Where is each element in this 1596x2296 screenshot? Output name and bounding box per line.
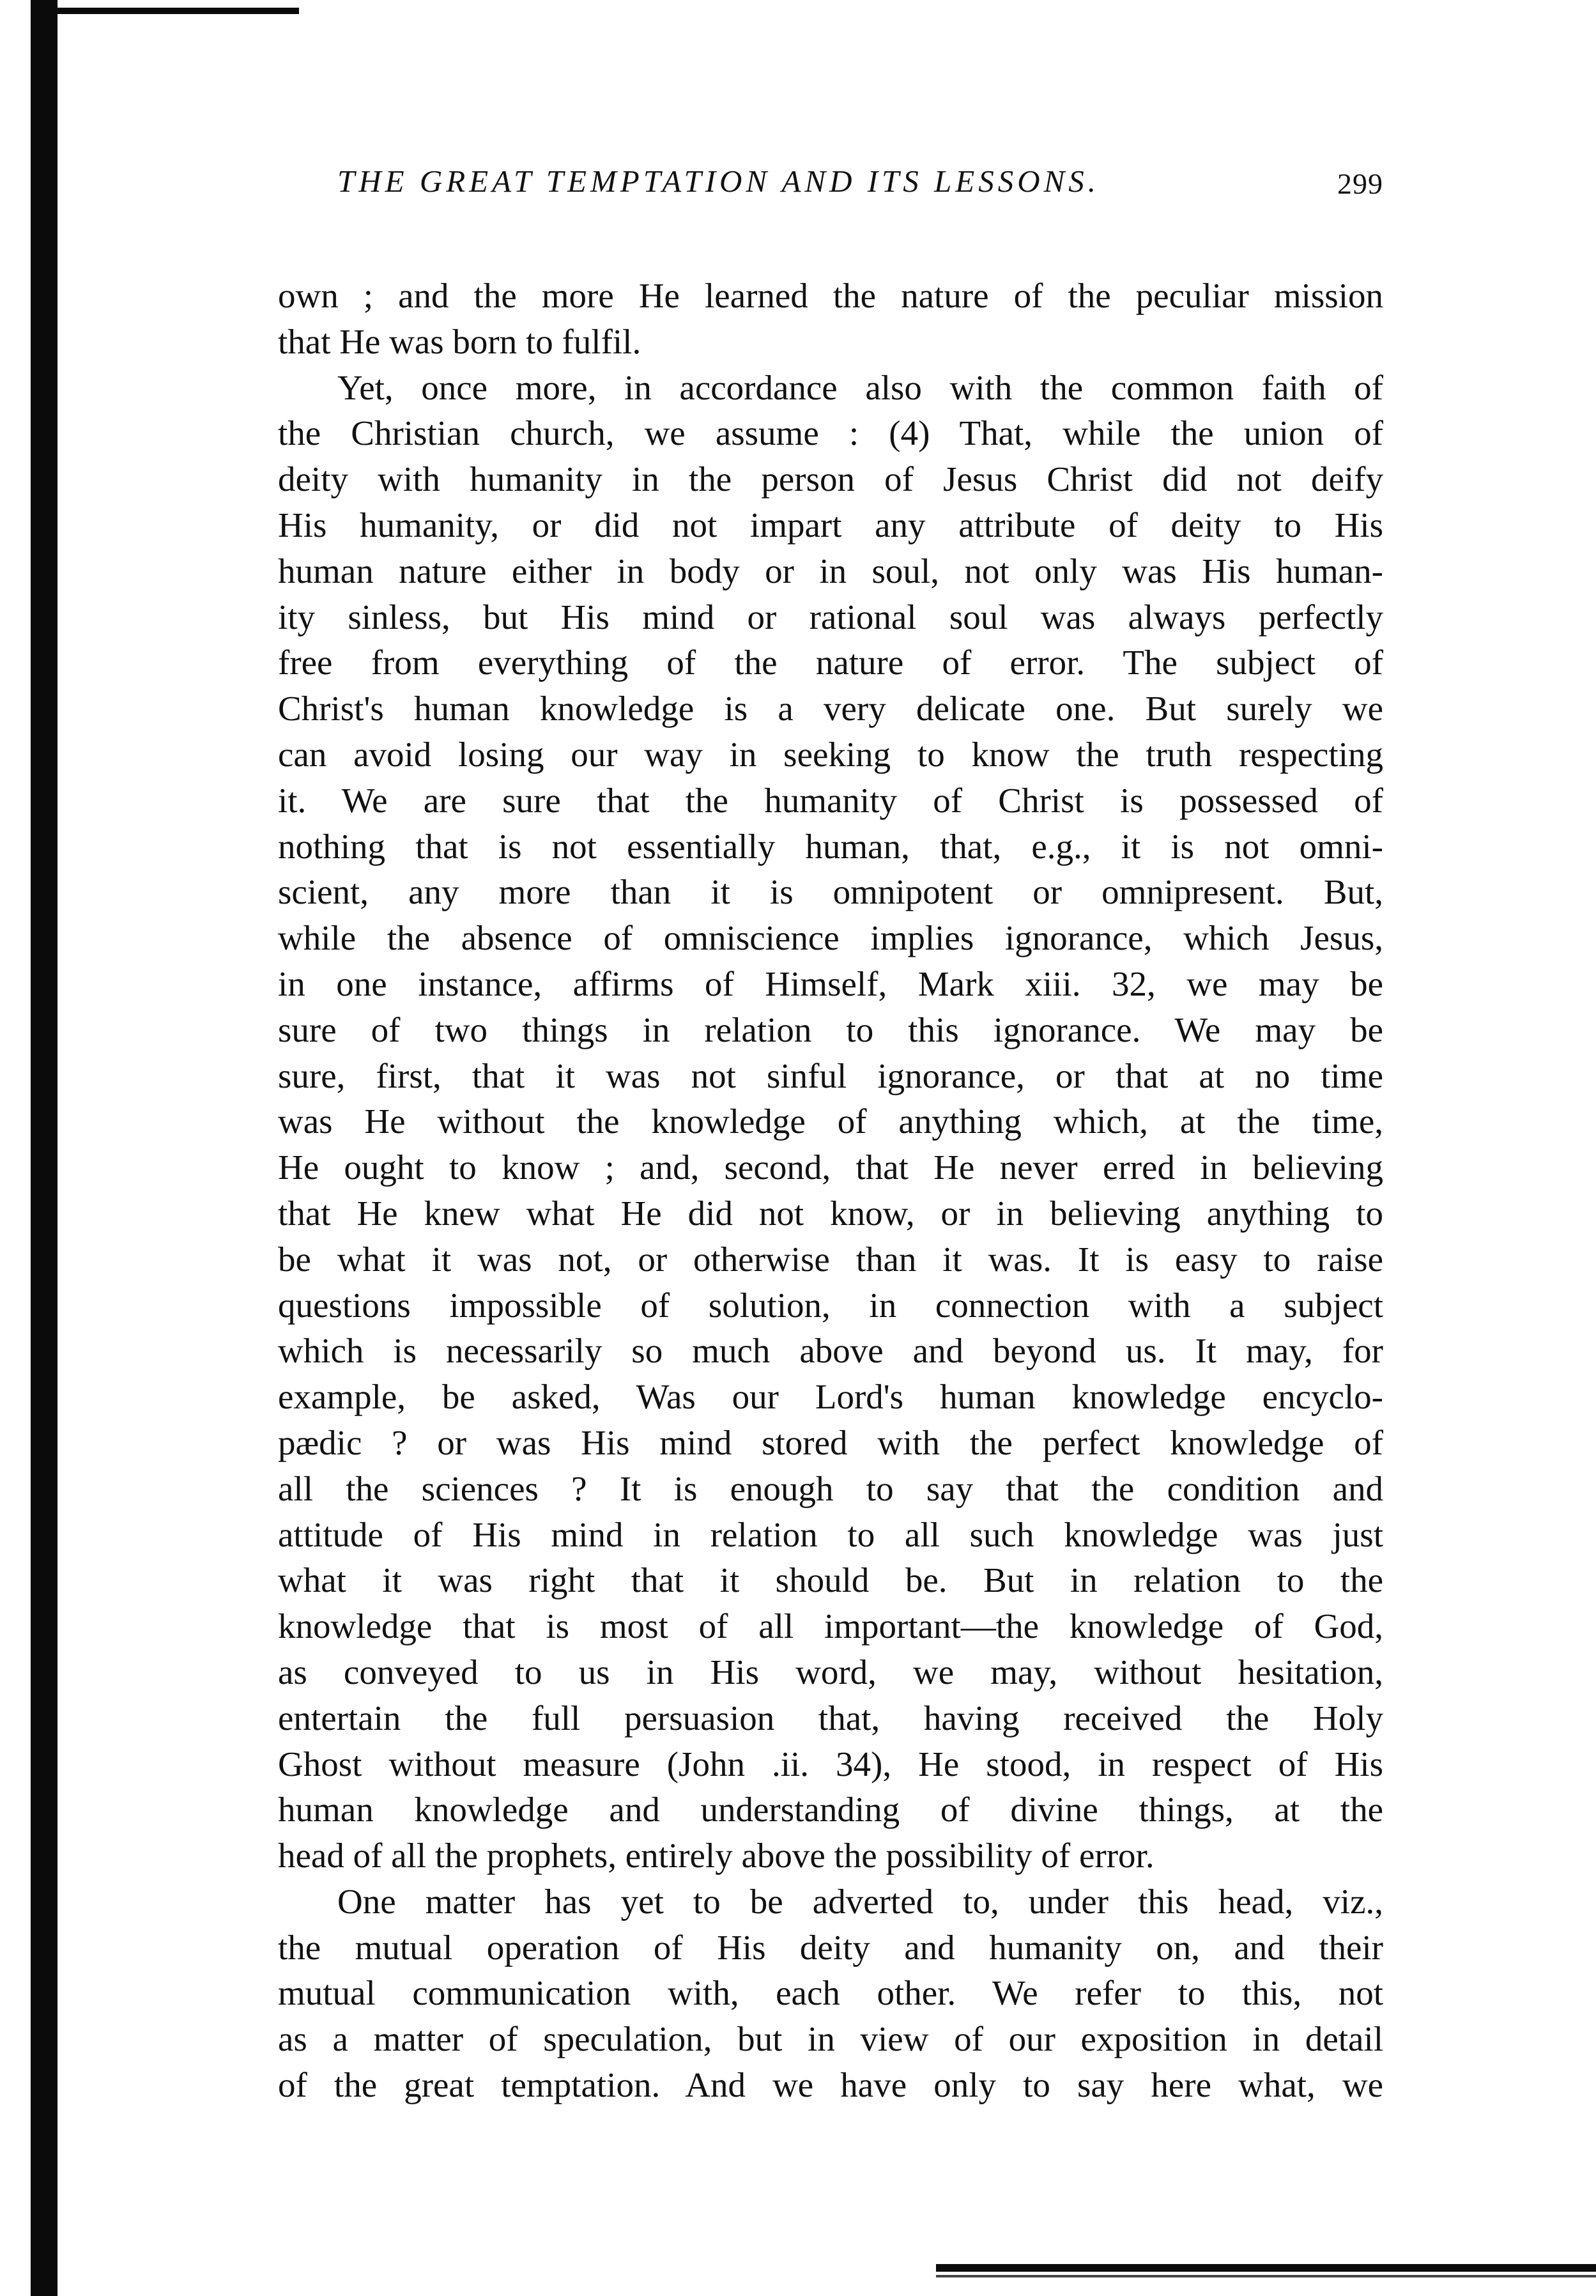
text-line: all the sciences ? It is enough to say that the condition and [278,1468,1383,1508]
text-line: deity with humanity in the person of Jesus Christ did not deify [278,459,1383,499]
text-line: that He knew what He did not know, or in believing anything to [278,1193,1383,1233]
paragraph-1 [278,273,1383,365]
text-line: Ghost without measure (John .ii. 34), He stood, in respect of His [278,1744,1383,1784]
text-line: it. We are sure that the humanity of Christ is possessed of [278,780,1383,820]
text-line: example, be asked, Was our Lord's human knowledge encyclo- [278,1377,1383,1417]
bottom-scan-rule [936,2264,1596,2272]
text-line: human nature either in body or in soul, not only was His human- [278,551,1383,590]
text-line: entertain the full persuasion that, having received the Holy [278,1698,1383,1737]
text-line: questions impossible of solution, in connection with a subject [278,1285,1383,1325]
book-page [278,163,1383,2108]
text-line: that He was born to fulfil. [278,321,641,361]
text-line: as a matter of speculation, but in view of our exposition in detail [278,2019,1383,2059]
running-head [278,163,1383,214]
running-title: THE GREAT TEMPTATION AND ITS LESSONS. [337,164,1100,199]
text-line: own ; and the more He learned the nature of the peculiar mission [278,276,1383,315]
text-line: the mutual operation of His deity and humanity on, and their [278,1927,1383,1967]
text-line: He ought to know ; and, second, that He never erred in believing [278,1148,1383,1187]
bottom-scan-rule-thin [936,2275,1596,2277]
text-line: in one instance, affirms of Himself, Mark xiii. 32, we may be [278,964,1383,1003]
binding-shadow-left [31,0,58,2296]
text-line: head of all the prophets, entirely above the possibility of error. [278,1836,1155,1876]
text-line: Christ's human knowledge is a very delicate one. But surely we [278,689,1383,728]
text-line: as conveyed to us in His word, we may, without hesitation, [278,1652,1383,1691]
text-line: free from everything of the nature of error. The subject of [278,643,1383,682]
text-line: His humanity, or did not impart any attribute of deity to His [278,505,1383,544]
text-line: knowledge that is most of all important—the knowledge of God, [278,1606,1383,1646]
text-line: scient, any more than it is omnipotent or omnipresent. But, [278,872,1383,912]
text-line: ity sinless, but His mind or rational soul was always perfectly [278,597,1383,636]
text-line: while the absence of omniscience implies ignorance, which Jesus, [278,918,1383,958]
text-line: attitude of His mind in relation to all such knowledge was just [278,1514,1383,1554]
binding-shadow-top [31,8,299,14]
text-line: sure of two things in relation to this ignorance. We may be [278,1010,1383,1049]
text-line: nothing that is not essentially human, that, e.g., it is not omni- [278,826,1383,866]
text-line: what it was right that it should be. But in relation to the [278,1560,1383,1600]
paragraph-2 [278,365,1383,1879]
text-line: was He without the knowledge of anything which, at the time, [278,1102,1383,1141]
text-line: be what it was not, or otherwise than it was. It is easy to raise [278,1239,1383,1279]
text-line: pædic ? or was His mind stored with the perfect knowledge of [278,1422,1383,1462]
text-line: the Christian church, we assume : (4) That, while the union of [278,413,1383,453]
text-line: sure, first, that it was not sinful ignorance, or that at no time [278,1056,1383,1095]
text-line: mutual communication with, each other. We refer to this, not [278,1973,1383,2013]
text-line: which is necessarily so much above and beyond us. It may, for [278,1331,1383,1371]
text-line: One matter has yet to be adverted to, under this head, viz., [337,1881,1383,1921]
text-line: Yet, once more, in accordance also with the common faith of [337,367,1383,407]
text-line: human knowledge and understanding of divine things, at the [278,1790,1383,1830]
paragraph-3 [278,1879,1383,2108]
text-line: can avoid losing our way in seeking to know the truth respecting [278,734,1383,774]
page-number: 299 [1337,167,1383,200]
text-line: of the great temptation. And we have only to say here what, we [278,2065,1383,2105]
